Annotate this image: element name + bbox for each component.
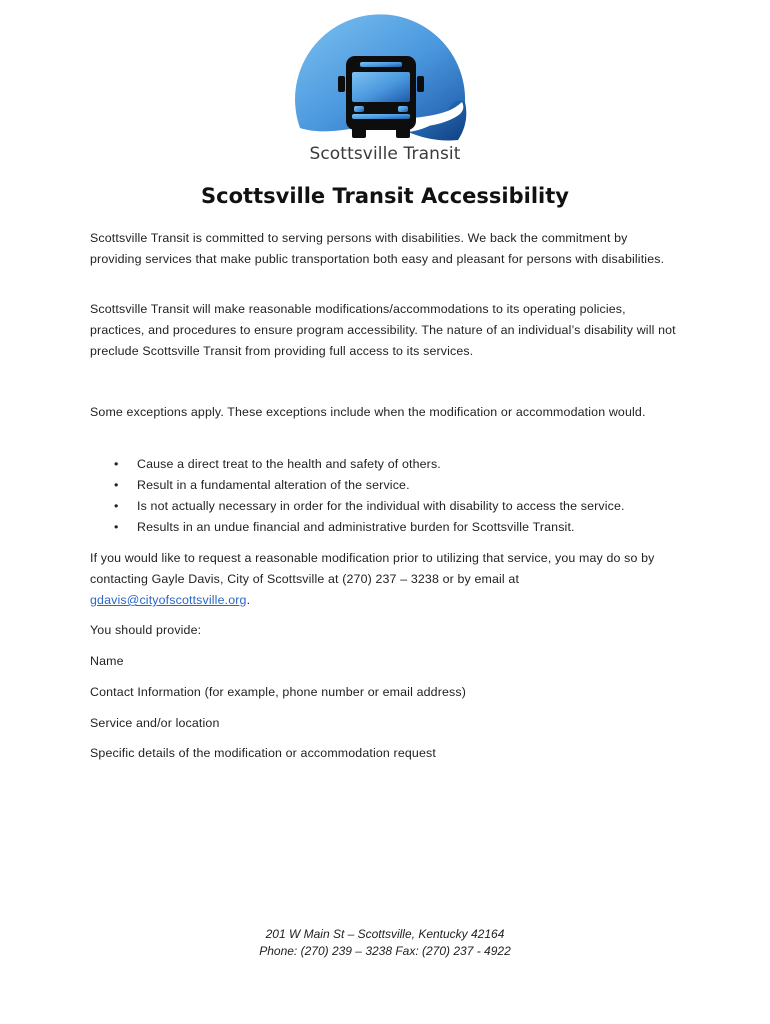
- commitment-paragraph: Scottsville Transit is committed to serving persons with disabilities. We back the commitment by providing services that make public transportation both easy and pleasant for persons with disabilities.: [90, 231, 665, 266]
- list-item-text: Results in an undue financial and administrative burden for Scottsville Transit.: [137, 520, 575, 534]
- bus-icon: [338, 56, 424, 138]
- bus-logo-graphic: [290, 10, 480, 150]
- provide-item-name: Name: [90, 654, 124, 668]
- page-title: Scottsville Transit Accessibility: [201, 184, 569, 208]
- list-item-text: Result in a fundamental alteration of the service.: [137, 478, 410, 492]
- modifications-paragraph: Scottsville Transit will make reasonable modifications/accommodations to its operating policies, practices, and procedures to ensure program accessibility. The nature of an individual’s disability will not preclude Scottsville Transit from providing full access to its services.: [90, 302, 676, 358]
- email-link[interactable]: gdavis@cityofscottsville.org: [90, 593, 247, 607]
- bullet-icon: •: [114, 499, 119, 513]
- list-item: [90, 496, 690, 517]
- list-item: [90, 517, 690, 538]
- provide-item-service: Service and/or location: [90, 716, 220, 730]
- contact-text-end: .: [246, 593, 251, 607]
- contact-paragraph: [90, 548, 680, 611]
- scottsville-transit-logo: [290, 10, 480, 175]
- contact-text: If you would like to request a reasonable modification prior to utilizing that service, you may do so by contacting Gayle Davis, City of Scottsville at (270) 237 – 3238 or by email at: [90, 551, 655, 586]
- list-item-text: Cause a direct treat to the health and safety of others.: [137, 457, 441, 471]
- provide-item-details: Specific details of the modification or accommodation request: [90, 746, 436, 760]
- bullet-icon: •: [114, 520, 119, 534]
- list-item-text: Is not actually necessary in order for the individual with disability to access the service.: [137, 499, 625, 513]
- list-item: [90, 454, 690, 475]
- exceptions-paragraph: Some exceptions apply. These exceptions include when the modification or accommodation would.: [90, 405, 646, 419]
- footer-phone-fax: Phone: (270) 239 – 3238 Fax: (270) 237 - 4922: [259, 944, 511, 958]
- bullet-icon: •: [114, 457, 119, 471]
- logo-wordmark: Scottsville Transit: [309, 144, 461, 164]
- footer-address: 201 W Main St – Scottsville, Kentucky 42164: [265, 927, 505, 941]
- provide-heading: You should provide:: [90, 623, 202, 637]
- list-item: [90, 475, 690, 496]
- exceptions-list: [90, 454, 690, 538]
- bullet-icon: •: [114, 478, 119, 492]
- provide-item-contact: Contact Information (for example, phone number or email address): [90, 685, 466, 699]
